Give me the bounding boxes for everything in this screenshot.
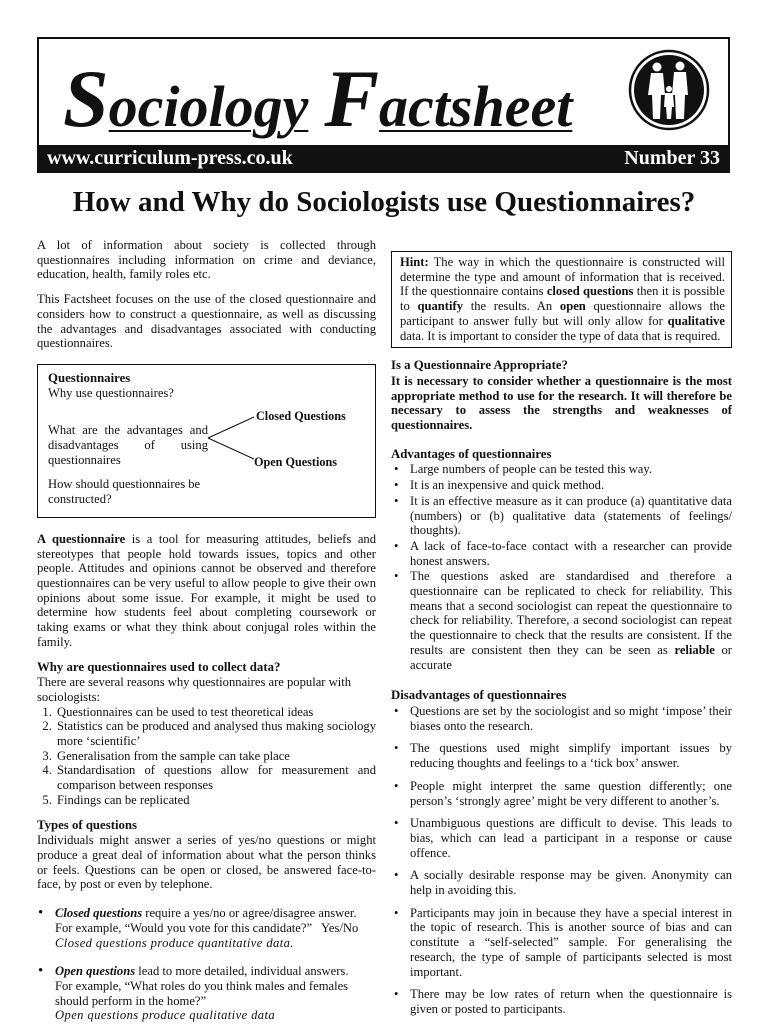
- questionnaires-overview-box: [37, 364, 376, 518]
- hint-text: the results. An: [463, 299, 560, 314]
- list-item: 5. Findings can be replicated: [55, 793, 376, 808]
- branch-lines: [206, 405, 258, 467]
- intro-paragraph: A lot of information about society is collected through questionnaires including information on crime and deviance, education, health, family roles etc.: [37, 238, 376, 282]
- hint-closed-questions: closed questions: [546, 284, 634, 299]
- list-item: • People might interpret the same question differently; one person’s ‘strongly agree’ might be very different to another’s.: [391, 779, 732, 808]
- logo-word-sociology: ociology: [108, 74, 309, 139]
- website-link[interactable]: www.curriculum-press.co.uk: [47, 147, 293, 169]
- logo-word-factsheet: actsheet: [379, 74, 573, 139]
- advantage-text: The questions asked are standardised and therefore a questionnaire can be replicated to check for reliability. This means that a second sociologist can repeat the questionnaire to check for reliability. Therefore, a second sociologist can repeat the questionnaire to check that the results are consistent. If the results are consistent then they can be seen as: [410, 569, 732, 657]
- hint-text: questionnaire allows the participant to answer fully but will only allow for: [400, 299, 725, 328]
- list-item: • The questions used might simplify important issues by reducing thoughts and feelings to a ‘tick box’ answer.: [391, 741, 732, 770]
- list-item: 2. Statistics can be produced and analysed thus making sociology more ‘scientific’: [55, 719, 376, 748]
- list-item: • A socially desirable response may be given. Anonymity can help in avoiding this.: [391, 868, 732, 897]
- logo-letter-s: S: [63, 53, 109, 144]
- open-questions-note: Open questions produce qualitative data: [55, 1008, 276, 1023]
- list-item: 1. Questionnaires can be used to test theoretical ideas: [55, 705, 376, 720]
- list-item: • It is an effective measure as it can produce (a) quantitative data (numbers) or (b) qualitative data (statements of feelings/ thoughts).: [391, 494, 732, 538]
- types-section: [37, 818, 376, 1023]
- list-item: • Unambiguous questions are difficult to devise. This leads to bias, which can lead a participant in a response or cause offence.: [391, 816, 732, 860]
- masthead-bar: [39, 145, 728, 171]
- definition-text: is a tool for measuring attitudes, beliefs and stereotypes that people hold towards issues, topics and other people. Attitudes and opinions cannot be observed and therefore questionnaires can be very useful to allow people to give their own opinions about some issue. For example, it might be used to determine how students feel about completing coursework or taking exams or what they think about conjugal roles within the family.: [37, 531, 377, 649]
- types-intro: Individuals might answer a series of yes/no questions or might produce a great deal of information about what the person thinks or feels. Questions can be open or closed, be answered face-to-face, by post or even by telephone.: [37, 833, 376, 892]
- section-heading: Disadvantages of questionnaires: [391, 688, 567, 703]
- list-item: [37, 964, 376, 1023]
- disadvantages-list: [391, 704, 732, 1017]
- masthead: [37, 37, 730, 173]
- box-question: Why use questionnaires?: [48, 385, 174, 400]
- definition-term: A questionnaire: [37, 531, 126, 546]
- open-questions-example: For example, “What roles do you think males and females should perform in the home?”: [55, 978, 349, 1008]
- closed-questions-example: For example, “Would you vote for this candidate?” Yes/No: [55, 920, 359, 935]
- hint-text: then it is possible to: [400, 284, 725, 314]
- list-item: • Participants may join in because they have a special interest in the topic of research. This is another source of bias and can constitute a “self-selected” sample. For generalising the research, the type of sample of participants selected is most important.: [391, 906, 732, 980]
- hint-box: [391, 251, 732, 348]
- list-item: 3. Generalisation from the sample can take place: [55, 749, 376, 764]
- question-types-list: [37, 906, 376, 1023]
- section-intro: There are several reasons why questionnaires are popular with sociologists:: [37, 675, 352, 704]
- family-silhouette-icon: [628, 49, 710, 131]
- closed-questions-label: Closed Questions: [256, 408, 346, 423]
- box-question: How should questionnaires be constructed?: [48, 476, 201, 506]
- page-title: How and Why do Sociologists use Questionnaires?: [72, 186, 696, 218]
- appropriate-paragraph: It is necessary to consider whether a questionnaire is the most appropriate method to use for the research. It will therefore be necessary to assess the strengths and weaknesses of questionnaires.: [391, 373, 732, 433]
- logo-letter-f: F: [324, 53, 380, 144]
- list-item: [391, 569, 732, 672]
- hint-qualitative: qualitative: [667, 313, 725, 328]
- section-heading: Is a Questionnaire Appropriate?: [391, 358, 568, 373]
- hint-text: The way in which the questionnaire is constructed will determine the type and amount of information that is received. If the questionnaire contains: [400, 255, 725, 299]
- section-heading: Types of questions: [37, 817, 138, 832]
- box-title: Questionnaires: [48, 370, 131, 385]
- reasons-list: [55, 705, 376, 808]
- definition-paragraph: [37, 532, 376, 650]
- reliable-term: reliable: [674, 642, 715, 657]
- open-questions-label: Open Questions: [254, 454, 337, 469]
- list-item: • Large numbers of people can be tested this way.: [391, 462, 732, 477]
- hint-open: open: [559, 299, 586, 314]
- list-item: • A lack of face-to-face contact with a researcher can provide honest answers.: [391, 539, 732, 568]
- section-heading: Advantages of questionnaires: [391, 446, 552, 461]
- hint-quantify: quantify: [417, 299, 463, 314]
- open-questions-term: Open questions: [55, 964, 136, 979]
- advantages-list: [391, 462, 732, 672]
- right-column: [391, 251, 732, 1024]
- box-question: What are the advantages and disadvantages of using questionnaires: [48, 422, 208, 467]
- open-questions-text: lead to more detailed, individual answers.: [135, 964, 349, 979]
- intro-paragraph: This Factsheet focuses on the use of the closed questionnaire and considers how to construct a questionnaire, as well as discussing the advantages and disadvantages associated with conducting questionnaires.: [37, 292, 376, 351]
- advantage-text: or accurate: [410, 642, 732, 672]
- closed-questions-text: require a yes/no or agree/disagree answer.: [142, 906, 357, 921]
- list-item: • There may be low rates of return when the questionnaire is given or posted to participants.: [391, 987, 732, 1016]
- list-item: [37, 906, 376, 950]
- closed-questions-note: Closed questions produce quantitative data.: [55, 935, 294, 950]
- sociology-factsheet-logo: [63, 49, 623, 149]
- list-item: • Questions are set by the sociologist and so might ‘impose’ their biases onto the research.: [391, 704, 732, 733]
- closed-questions-term: Closed questions: [55, 906, 143, 921]
- hint-label: Hint:: [400, 255, 429, 269]
- hint-text: data. It is important to consider the type of data that is required.: [400, 328, 721, 343]
- list-item: 4. Standardisation of questions allow for measurement and comparison between responses: [55, 763, 376, 792]
- list-item: • It is an inexpensive and quick method.: [391, 478, 732, 493]
- section-heading: Why are questionnaires used to collect data?: [37, 659, 281, 674]
- left-column: [37, 238, 376, 1024]
- issue-number: Number 33: [624, 147, 720, 169]
